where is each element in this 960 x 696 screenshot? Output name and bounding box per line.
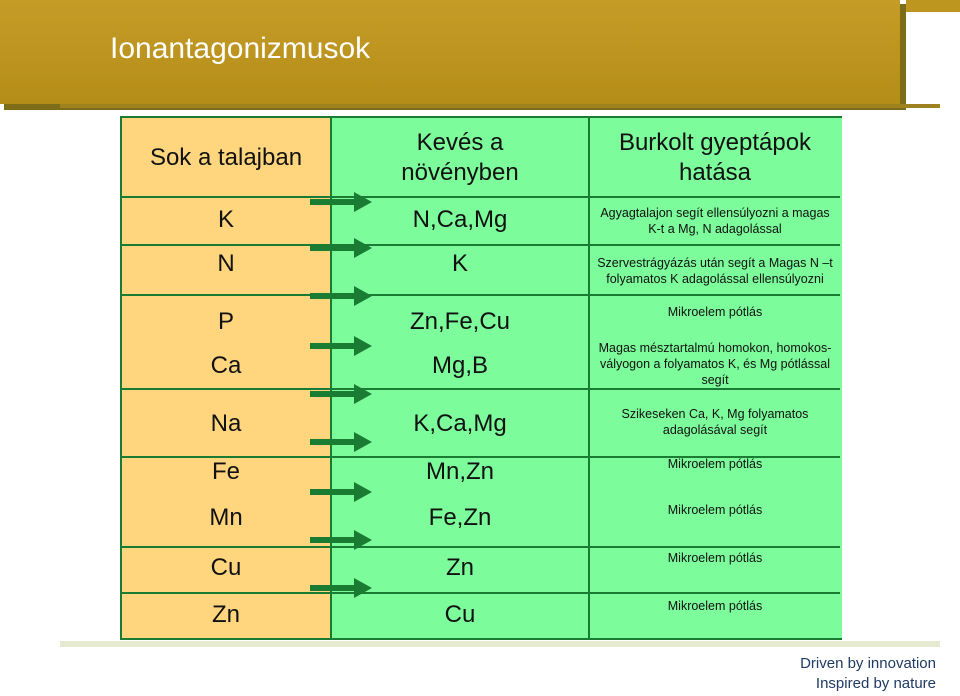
plant-deficiency-cell: Mg,B — [431, 352, 488, 379]
effect-cell: Agyagtalajon segít ellensúlyozni a magas K-t a Mg, N adagolással — [600, 206, 830, 236]
header-cell-soil: Sok a talajban — [149, 144, 303, 171]
plant-deficiency-cell: Zn,Fe,Cu — [409, 308, 511, 335]
soil-element-cell: Fe — [211, 458, 240, 485]
header-right-gap — [906, 12, 960, 104]
soil-element-cell: Cu — [210, 554, 242, 581]
arrow-icon — [310, 192, 372, 212]
effect-cell: Mikroelem pótlás — [667, 457, 763, 471]
effect-cell: Mikroelem pótlás — [667, 551, 763, 565]
effect-cell: Szikeseken Ca, K, Mg folyamatos adagolásával segít — [621, 407, 809, 437]
arrow-icon — [310, 238, 372, 258]
effect-cell: Mikroelem pótlás — [667, 503, 763, 517]
brand-slogan — [800, 654, 936, 694]
header-corner-block — [906, 0, 960, 12]
effect-cell: Mikroelem pótlás — [667, 599, 763, 613]
plant-deficiency-cell: Zn — [445, 554, 474, 581]
soil-element-cell: Mn — [209, 504, 243, 531]
plant-deficiency-cell: Fe,Zn — [428, 504, 492, 531]
plant-deficiency-cell: N,Ca,Mg — [412, 206, 508, 233]
soil-element-cell: Na — [210, 410, 242, 437]
soil-element-cell: K — [217, 206, 234, 233]
antagonism-table — [120, 116, 842, 640]
page-title: Ionantagonizmusok — [110, 32, 371, 65]
effect-cell: Magas mésztartalmú homokon, homokos-vályogon a folyamatos K, és Mg pótlással segít — [598, 341, 832, 387]
soil-element-cell: N — [217, 250, 235, 277]
arrow-icon — [310, 286, 372, 306]
plant-deficiency-cell: K — [451, 250, 468, 277]
slogan-line-2: Inspired by nature — [815, 675, 936, 692]
footer-bar — [60, 641, 940, 647]
arrow-icon — [310, 336, 372, 356]
arrow-icon — [310, 578, 372, 598]
header-cell-plant: Kevés a növényben — [401, 129, 519, 186]
soil-element-cell: P — [217, 308, 234, 335]
arrow-icon — [310, 432, 372, 452]
arrow-icon — [310, 482, 372, 502]
soil-element-cell: Zn — [211, 601, 240, 628]
plant-deficiency-cell: Cu — [444, 601, 476, 628]
effect-cell: Mikroelem pótlás — [667, 305, 763, 319]
header-cell-effect: Burkolt gyeptápok hatása — [618, 129, 812, 186]
header-underline — [60, 104, 940, 108]
soil-element-cell: Ca — [210, 352, 242, 379]
plant-deficiency-cell: Mn,Zn — [425, 458, 494, 485]
plant-deficiency-cell: K,Ca,Mg — [413, 410, 507, 437]
arrow-icon — [310, 530, 372, 550]
arrow-icon — [310, 384, 372, 404]
effect-cell: Szervestrágyázás után segít a Magas N –t folyamatos K adagolással ellensúlyozni — [597, 256, 833, 286]
slogan-line-1: Driven by innovation — [800, 655, 936, 672]
